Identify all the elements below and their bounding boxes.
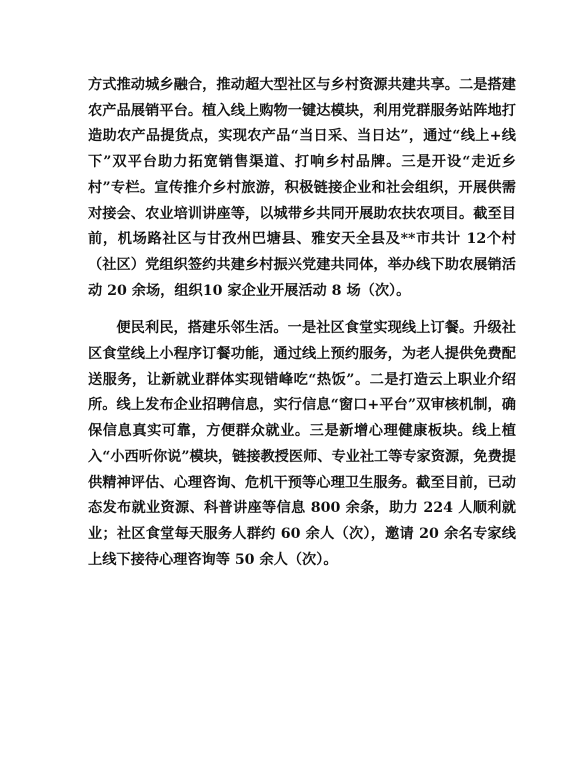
document-body <box>88 73 516 573</box>
paragraph-convenience-services: 便民利民，搭建乐邻生活。一是社区食堂实现线上订餐。升级社区食堂线上小程序订餐功能，通过线上预约服务，为老人提供免费配送服务，让新就业群体实现错峰吃“热饭”。二是打造云上职业介绍所。线上发布企业招聘信息，实行信息“窗口+平台”双审核机制，确保信息真实可靠，方便群众就业。三是新增心理健康板块。线上植入“小西听你说”模块，链接教授医师、专业社工等专家资源，免费提供精神评估、心理咨询、危机干预等心理卫生服务。截至目前，已动态发布就业资源、科普讲座等信息 800 余条，助力 224 人顺利就业；社区食堂每天服务人群约 60 余人（次），邀请 20 余名专家线上线下接待心理咨询等 50 余人（次）。 <box>88 320 516 568</box>
paragraph-rural-revitalization: 方式推动城乡融合，推动超大型社区与乡村资源共建共享。二是搭建农产品展销平台。植入线上购物一键达模块，利用党群服务站阵地打造助农产品提货点，实现农产品“当日采、当日达”，通过“线上+线下”双平台助力拓宽销售渠道、打响乡村品牌。三是开设“走近乡村”专栏。宣传推介乡村旅游，积极链接企业和社会组织，开展供需对接会、农业培训讲座等，以城带乡共同开展助农扶农项目。截至目前，机场路社区与甘孜州巴塘县、雅安天全县及**市共计 12个村（社区）党组织签约共建乡村振兴党建共同体，举办线下助农展销活动 20 余场，组织10 家企业开展活动 8 场（次）。 <box>88 77 516 299</box>
